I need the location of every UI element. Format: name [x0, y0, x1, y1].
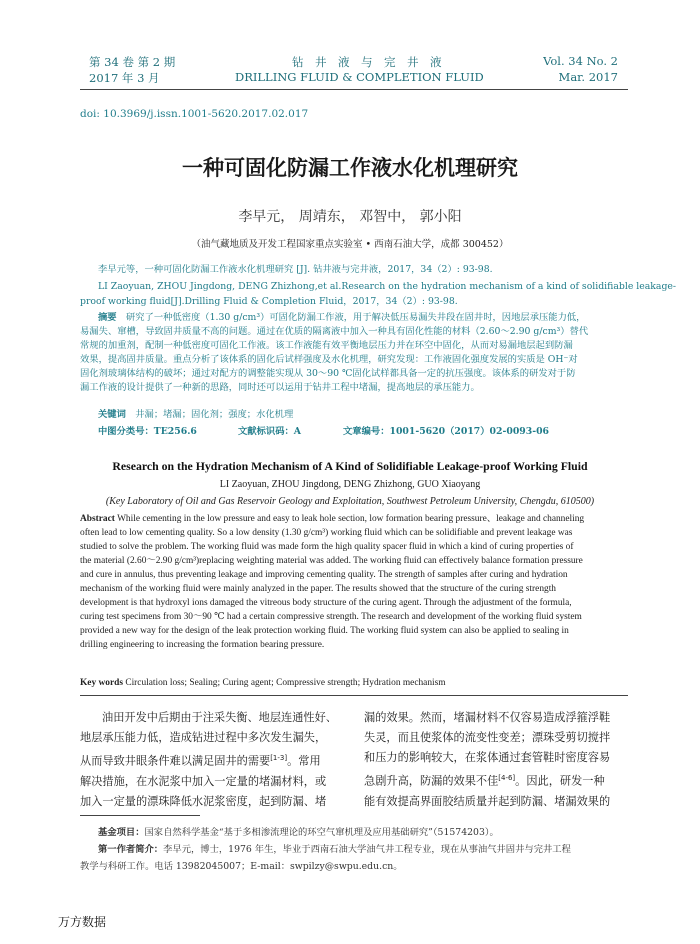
keywords-zh-text: 井漏；堵漏；固化剂；强度；水化机理 [135, 409, 294, 420]
affiliation-zh: （油气藏地质及开发工程国家重点实验室 • 西南石油大学，成都 300452） [191, 239, 509, 250]
keywords-en-label: Key words [80, 678, 123, 688]
reference-marker: [4-6] [498, 774, 516, 782]
abstract-zh-line: 常规的加重剂，配制一种低密度可固化工作液。该工作液能有效平衡地层压力并在环空中固化，从而对易漏地层起到防漏 [80, 340, 573, 351]
abstract-zh [80, 311, 628, 395]
abstract-zh-line: 效果，提高固井质量。重点分析了该体系的固化后试样强度及水化机理，研究发现：工作液固化强度发展的实质是 OH⁻对 [80, 354, 578, 365]
doi: doi: 10.3969/j.issn.1001-5620.2017.02.017 [80, 108, 309, 120]
header-volume-en: Vol. 34 No. 2 [543, 54, 618, 68]
fund-label: 基金项目： [98, 827, 145, 838]
keywords-zh [98, 408, 293, 422]
clc-number: 中图分类号：TE256.6 [98, 426, 197, 437]
abstract-en-line: often lead to low cementing quality. So a low density (1.30 g/cm³) working fluid which can be solidifiable and prevent leakage was [80, 528, 573, 538]
footnote-rule [80, 815, 200, 816]
abstract-zh-line: 固化剂玻璃体结构的破坏；通过对配方的调整能实现从 30～90 ℃固化试样都具备一定的抗压强度。该体系的研发对于防 [80, 368, 576, 379]
author-footnote-line2: 教学与科研工作。电话 13982045007；E-mail：swpilzy@swpu.edu.cn。 [80, 861, 403, 872]
body-line: 急剧升高，防漏的效果不佳 [364, 774, 499, 788]
body-line: 。常用 [287, 754, 321, 768]
author-text: 李早元，博士，1976 年生，毕业于西南石油大学油气井工程专业，现在从事油气井固井与完井工程 [163, 844, 571, 855]
abstract-zh-line: 漏工作液的设计提供了一种新的思路，同时还可以运用于钻井工程中堵漏，提高地层的承压能力。 [80, 382, 480, 393]
citation-en-line2: proof working fluid[J].Drilling Fluid & Completion Fluid，2017，34（2）: 93-98. [80, 296, 458, 307]
title-en: Research on the Hydration Mechanism of A Kind of Solidifiable Leakage-proof Working Fluid [112, 459, 588, 473]
authors-en: LI Zaoyuan, ZHOU Jingdong, DENG Zhizhong, GUO Xiaoyang [219, 479, 481, 490]
body-line: 加入一定量的漂珠降低水泥浆密度，起到防漏、堵 [80, 794, 327, 808]
abstract-en [80, 512, 628, 652]
document-code: 文献标识码：A [238, 426, 301, 437]
keywords-en-text: Circulation loss; Sealing; Curing agent; Compressive strength; Hydration mechanism [125, 678, 446, 688]
affiliation-en: (Key Laboratory of Oil and Gas Reservoir Geology and Exploitation, Southwest Petroleum University, Chengdu, 610500) [105, 496, 595, 507]
citation-en-line1: LI Zaoyuan, ZHOU Jingdong, DENG Zhizhong,et al.Research on the hydration mechanism of a kind of solidifiable leakage- [98, 281, 677, 292]
authors-zh: 李早元， 周靖东， 邓智中， 郭小阳 [238, 209, 462, 225]
header-rule [80, 89, 628, 90]
abstract-zh-line: 研究了一种低密度（1.30 g/cm³）可固化防漏工作液，用于解决低压易漏失井段在固井时，因地层承压能力低， [125, 312, 586, 323]
abstract-en-label: Abstract [80, 514, 115, 524]
keywords-zh-label: 关键词 [98, 409, 126, 420]
fund-footnote [98, 826, 499, 840]
abstract-en-line: drilling engineering to increasing the formation bearing pressure. [80, 640, 325, 650]
abstract-zh-label: 摘要 [98, 312, 117, 323]
keywords-en [80, 676, 446, 690]
abstract-en-line: curing test specimens from 30～90 ℃ had a certain compressive strength. The research and development of the working fluid system [80, 612, 582, 622]
header-journal-en: DRILLING FLUID & COMPLETION FLUID [235, 70, 484, 84]
body-line: 能有效提高界面胶结质量并起到防漏、堵漏效果的 [364, 794, 611, 808]
body-line: 从而导致井眼条件难以满足固井的需要 [80, 754, 271, 768]
header-journal-zh: 钻 井 液 与 完 井 液 [292, 55, 442, 69]
body-line: 失灵，而且使浆体的流变性变差；漂珠受剪切搅拌 [364, 731, 611, 744]
watermark: 万方数据 [58, 915, 107, 929]
header-volume-zh: 第 34 卷 第 2 期 [89, 55, 176, 69]
citation-zh: 李早元等，一种可固化防漏工作液水化机理研究 [J]. 钻井液与完井液，2017，34（2）: 93-98. [98, 264, 493, 275]
abstract-en-line: studied to solve the problem. The working fluid was made form the high quality spacer fluid in which a kind of curing properties of [80, 542, 574, 552]
body-left-column [80, 708, 346, 812]
body-line: 油田开发中后期由于注采失衡、地层连通性好、 [102, 711, 337, 724]
abstract-en-line: While cementing in the low pressure and easy to leak hole section, low formation bearing pressure、leakage and channeling [117, 514, 585, 524]
abstract-en-line: mechanism of the working fluid were mainly analyzed in the paper. The results showed that the structure of the curing strength [80, 584, 556, 594]
fund-text: 国家自然科学基金“基于多相渗流理论的环空气窜机理及应用基础研究”（51574203）。 [144, 827, 499, 838]
author-footnote [98, 843, 571, 857]
reference-marker: [1-3] [270, 754, 288, 762]
abstract-en-line: development is that hydroxyl ions damaged the vitreous body structure of the curing agent. Through the adjustment of the formula, [80, 598, 572, 608]
abstract-en-line: the material (2.60～2.90 g/cm³)replacing weighting material was added. The working fluid can effectively balance formation pressure [80, 556, 583, 566]
section-rule [80, 695, 628, 696]
abstract-zh-line: 易漏失、窜槽，导致固井质量不高的问题。通过在优质的隔离液中加入一种具有固化性能的材料（2.60～2.90 g/cm³）替代 [80, 326, 589, 337]
body-right-column [364, 708, 630, 812]
abstract-en-line: provided a new way for the design of the leak protection working fluid. The working fluid system can also be applied to sealing in [80, 626, 569, 636]
body-line: 。因此，研发一种 [515, 774, 605, 788]
article-number: 文章编号：1001-5620（2017）02-0093-06 [343, 426, 550, 437]
abstract-en-line: and cure in annulus, thus preventing leakage and improving cementing quality. The strength of samples after curing and hydration [80, 570, 568, 580]
author-label: 第一作者简介： [98, 844, 164, 855]
header-date-zh: 2017 年 3 月 [89, 71, 160, 85]
title-zh: 一种可固化防漏工作液水化机理研究 [182, 156, 518, 180]
body-line: 和压力的影响较大，在浆体通过套管鞋时密度容易 [364, 751, 611, 764]
header-date-en: Mar. 2017 [558, 70, 618, 84]
body-line: 漏的效果。然而，堵漏材料不仅容易造成浮箍浮鞋 [364, 711, 611, 724]
body-line: 解决措施，在水泥浆中加入一定量的堵漏材料，或 [80, 774, 327, 788]
body-line: 地层承压能力低，造成钻进过程中多次发生漏失， [80, 731, 327, 744]
